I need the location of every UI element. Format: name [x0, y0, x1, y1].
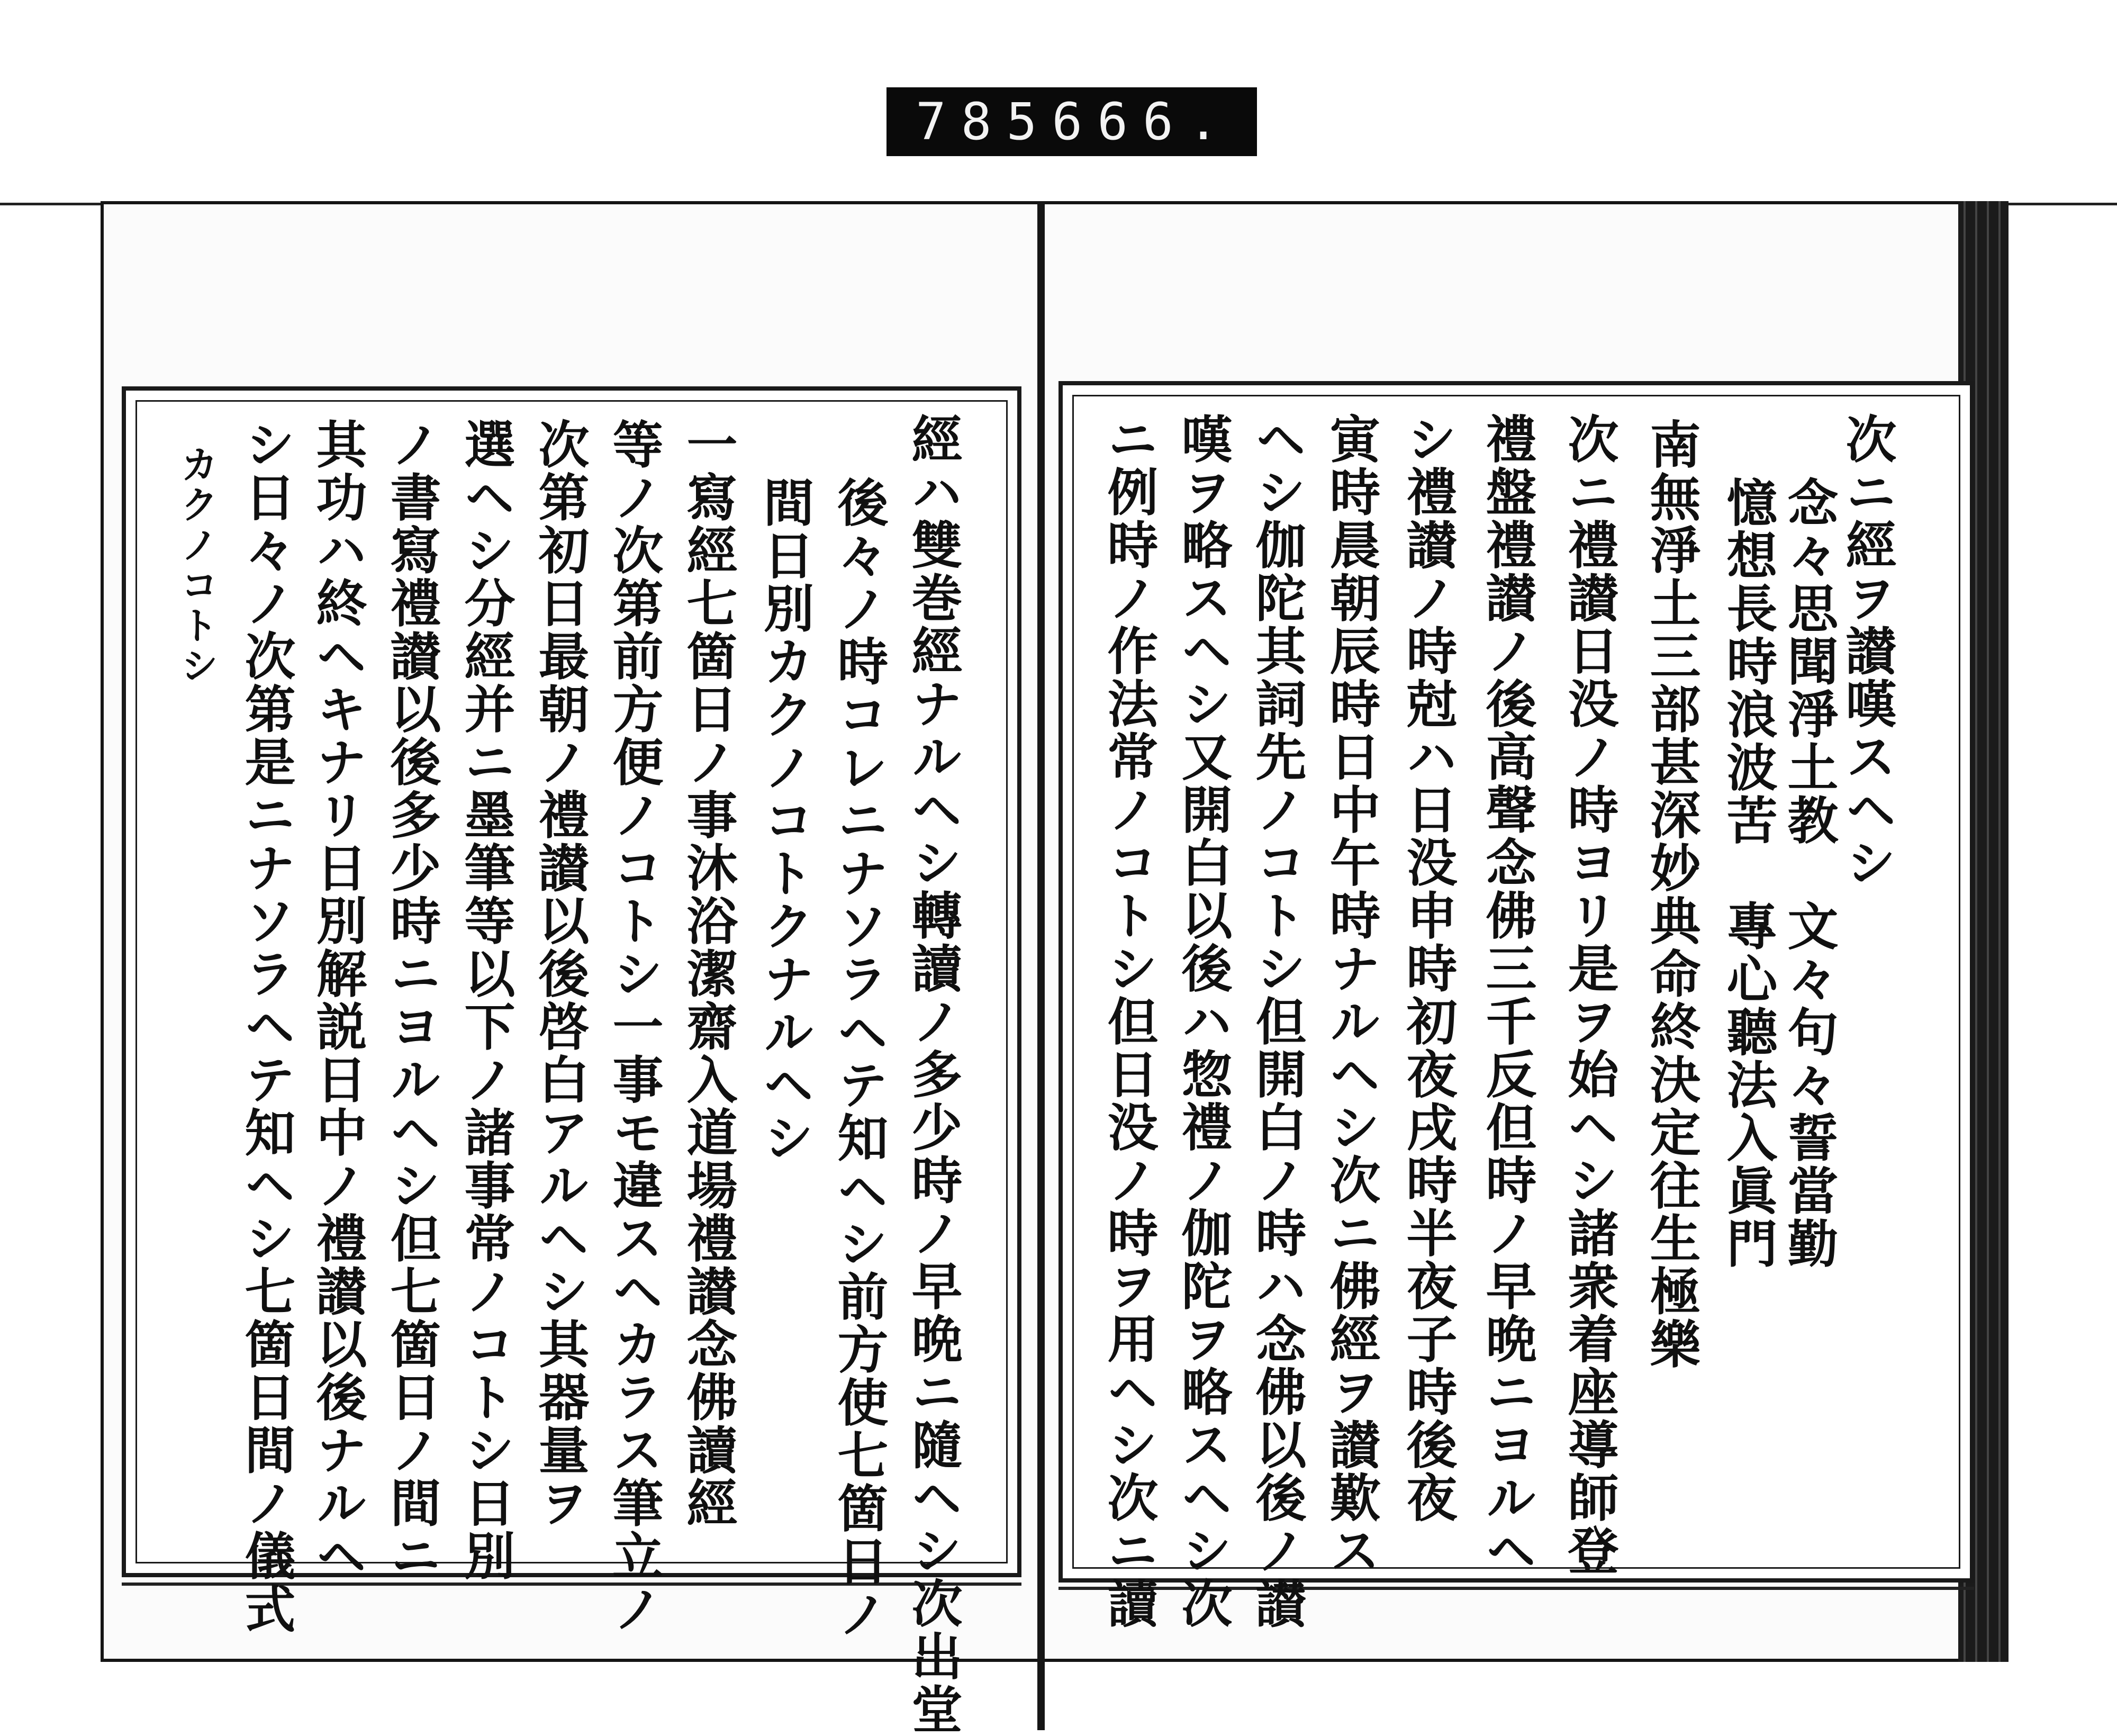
left-page-column-2: 後々ノ時コレニナソラヘテ知ヘシ前方使七箇日ノ: [829, 476, 889, 1641]
left-page-column-6: 次第初日最朝ノ禮讃以後啓白アルヘシ其器量ヲ: [530, 418, 590, 1530]
right-page-column-1: 次ニ經ヲ讃嘆スヘシ: [1838, 413, 1897, 889]
left-page-column-9: 其功ハ終ヘキナリ日別解説日中ノ禮讃以後ナルヘ: [308, 418, 368, 1583]
catalog-number-tag: [886, 87, 1257, 156]
right-page-column-9: ヘシ伽陀其詞先ノコトシ但開白ノ時ハ念佛以後ノ讃: [1247, 413, 1307, 1630]
left-page-column-7: 選ヘシ分經并ニ墨筆等以下ノ諸事常ノコトシ日別: [456, 418, 516, 1583]
catalog-number-right: 666.: [1052, 92, 1234, 151]
right-page-column-3: 憶想長時浪波苦 專心聽法入眞門: [1718, 476, 1778, 1270]
right-page-column-7: シ禮讃ノ時尅ハ日没申時初夜戌時半夜子時後夜: [1398, 413, 1458, 1524]
right-page-column-5: 次ニ禮讃日没ノ時ヨリ是ヲ始ヘシ諸衆着座導師登: [1560, 413, 1620, 1577]
left-page-column-11: カクノコトシ: [174, 445, 219, 686]
left-page-column-3: 間日別カクノコトクナルヘシ: [755, 476, 815, 1164]
right-page-column-10: 嘆ヲ略スヘシ又開白以後ハ惣禮ノ伽陀ヲ略スヘシ次: [1173, 413, 1233, 1630]
left-page-column-4: 一寫經七箇日ノ事沐浴潔齋入道場禮讃念佛讀經: [678, 418, 738, 1530]
catalog-number-left: 785: [916, 92, 1052, 151]
right-page-column-11: ニ例時ノ作法常ノコトシ但日没ノ時ヲ用ヘシ次ニ讀: [1099, 413, 1159, 1630]
left-page-column-1: 經ハ雙巻經ナルヘシ轉讀ノ多少時ノ早晩ニ隨ヘシ次出堂: [903, 413, 963, 1736]
left-page-column-5: 等ノ次第前方便ノコトシ一事モ違スヘカラス筆立ノ: [604, 418, 664, 1635]
book-spine: [1037, 201, 1045, 1730]
right-page-column-2: 念々思聞淨土教 文々句々誓當勤: [1779, 476, 1839, 1270]
right-page-column-6: 禮盤禮讃ノ後高聲念佛三千反但時ノ早晩ニヨルヘ: [1478, 413, 1537, 1577]
left-page-column-8: ノ書寫禮讃以後多少時ニヨルヘシ但七箇日ノ間ニ: [382, 418, 442, 1583]
right-page-column-8: 寅時晨朝辰時日中午時ナルヘシ次ニ佛經ヲ讃歎ス: [1322, 413, 1381, 1577]
right-page-column-4: 南無淨土三部甚深妙典命終決定往生極樂: [1642, 418, 1702, 1371]
left-page-column-10: シ日々ノ次第是ニナソラヘテ知ヘシ七箇日間ノ儀式: [237, 418, 296, 1635]
